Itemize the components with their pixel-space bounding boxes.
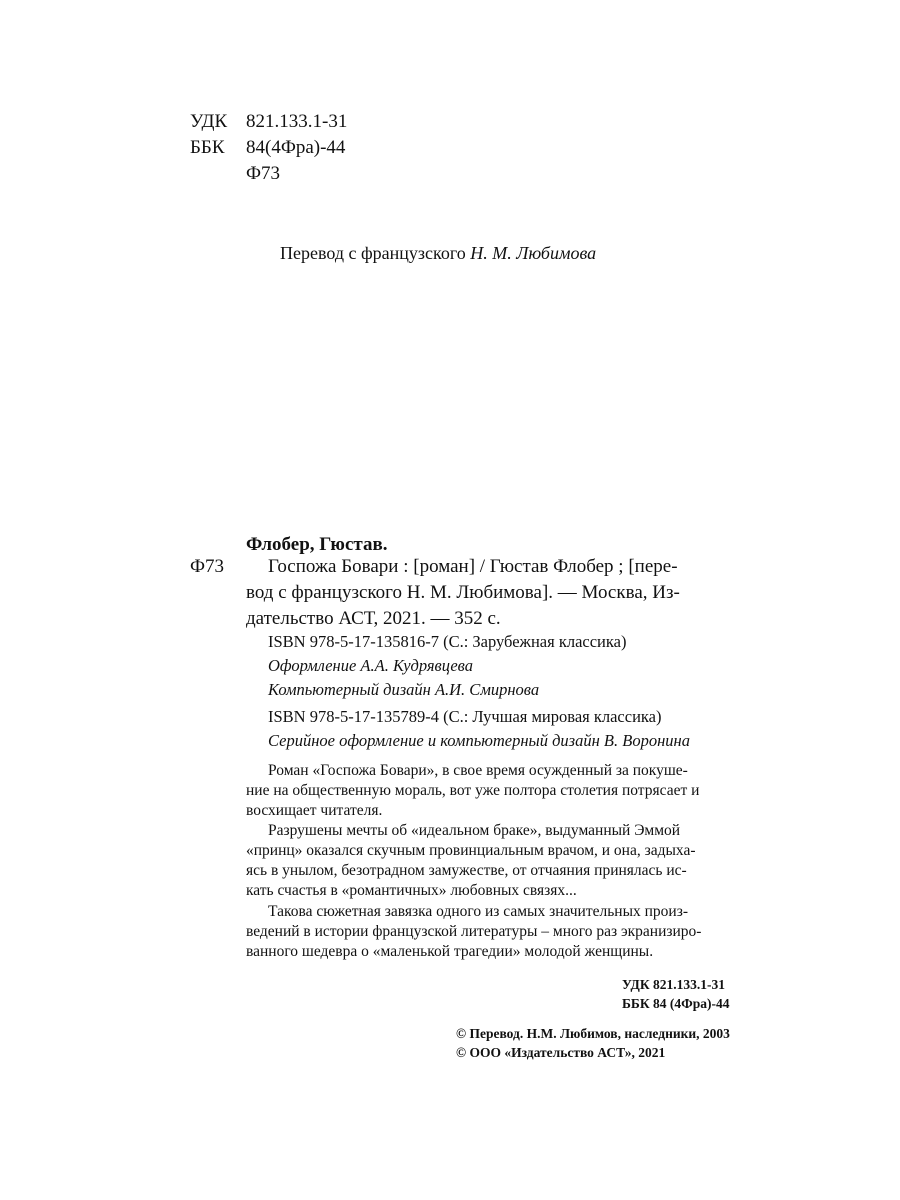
annotation-line-9: ведений в истории французской литературы – много раз экранизиро- [246, 923, 702, 940]
annotation-line-7: кать счастья в «романтичных» любовных связях... [246, 882, 577, 899]
isbn-1: ISBN 978-5-17-135816-7 (С.: Зарубежная классика) [268, 632, 627, 651]
translation-prefix: Перевод с французского [280, 243, 471, 263]
copyright-line-2: © ООО «Издательство АСТ», 2021 [456, 1045, 666, 1060]
entry-line-2: вод с французского Н. М. Любимова]. — Москва, Из- [246, 582, 680, 603]
copyright-line-1: © Перевод. Н.М. Любимов, наследники, 2003 [456, 1026, 730, 1041]
udk-label: УДК [190, 111, 228, 132]
translator-name: Н. М. Любимова [470, 243, 597, 263]
isbn-1-credit-1: Оформление А.А. Кудрявцева [268, 656, 473, 675]
udk-value: 821.133.1-31 [246, 111, 348, 132]
translation-line [280, 243, 596, 264]
annotation-line-1: Роман «Госпожа Бовари», в свое время осужденный за покуше- [268, 762, 688, 779]
annotation-line-5: «принц» оказался скучным провинциальным врачом, и она, задыха- [246, 842, 696, 859]
bottom-bbk: ББК 84 (4Фра)-44 [622, 996, 730, 1011]
bbk-value: 84(4Фра)-44 [246, 137, 346, 158]
bbk-label: ББК [190, 137, 225, 158]
annotation-line-2: ние на общественную мораль, вот уже полтора столетия потрясает и [246, 782, 700, 799]
annotation-line-6: ясь в унылом, безотрадном замужестве, от отчаяния принялась ис- [246, 862, 687, 879]
entry-line-1: Госпожа Бовари : [роман] / Гюстав Флобер ; [пере- [268, 556, 678, 577]
isbn-2: ISBN 978-5-17-135789-4 (С.: Лучшая мировая классика) [268, 707, 662, 726]
bottom-udk: УДК 821.133.1-31 [622, 977, 725, 992]
bbk-line [190, 135, 345, 161]
isbn-1-credit-2: Компьютерный дизайн А.И. Смирнова [268, 680, 540, 699]
annotation-line-3: восхищает читателя. [246, 802, 383, 819]
entry-author: Флобер, Гюстав. [246, 534, 388, 555]
entry-mark: Ф73 [190, 556, 225, 577]
author-mark-top: Ф73 [246, 163, 281, 184]
isbn-2-credit-1: Серийное оформление и компьютерный дизайн В. Воронина [268, 731, 690, 750]
annotation-line-10: ванного шедевра о «маленькой трагедии» молодой женщины. [246, 943, 654, 960]
annotation-line-4: Разрушены мечты об «идеальном браке», выдуманный Эммой [268, 822, 681, 839]
udk-line [190, 109, 347, 135]
entry-line-3: дательство АСТ, 2021. — 352 с. [246, 608, 501, 629]
annotation-line-8: Такова сюжетная завязка одного из самых значительных произ- [268, 903, 689, 920]
